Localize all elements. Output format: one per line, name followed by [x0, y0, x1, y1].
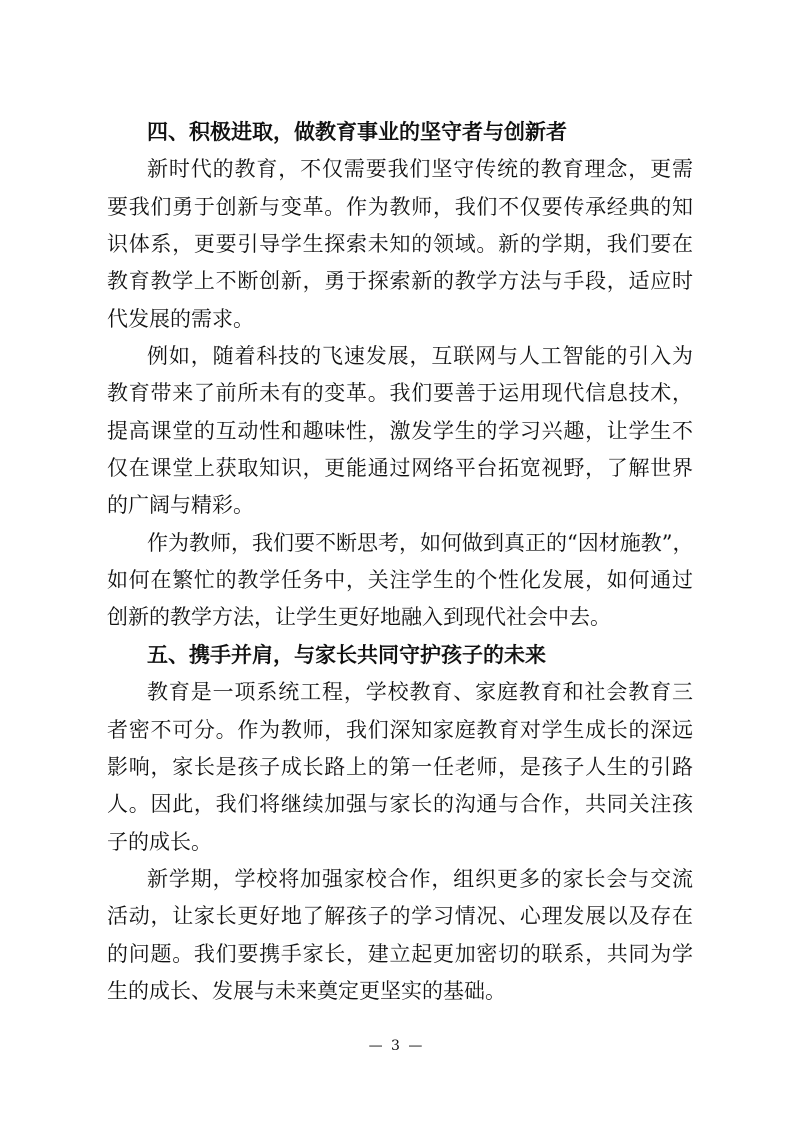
paragraph-line: 者密不可分。作为教师，我们深知家庭教育对学生成长的深远: [107, 717, 693, 742]
paragraph-line: 代发展的需求。: [107, 306, 254, 331]
paragraph-line: 教育带来了前所未有的变革。我们要善于运用现代信息技术，: [107, 381, 693, 406]
paragraph-line: 人。因此，我们将继续加强与家长的沟通与合作，共同关注孩: [107, 792, 693, 817]
paragraph-line: 提高课堂的互动性和趣味性，激发学生的学习兴趣，让学生不: [107, 418, 693, 443]
paragraph-line: 如何在繁忙的教学任务中，关注学生的个性化发展，如何通过: [107, 568, 693, 593]
paragraph-line: 的广阔与精彩。: [107, 493, 254, 518]
paragraph-line: 识体系，更要引导学生探索未知的领域。新的学期，我们要在: [107, 232, 693, 257]
heading-text: 四、积极进取，做教育事业的坚守者与创新者: [147, 120, 567, 144]
paragraph: [107, 674, 693, 861]
paragraph: [107, 861, 693, 1010]
heading-text: 五、携手并肩，与家长共同守护孩子的未来: [147, 642, 546, 667]
paragraph-line: 仅在课堂上获取知识，更能通过网络平台拓宽视野，了解世界: [107, 456, 693, 481]
paragraph: [107, 525, 693, 637]
paragraph-line: 新时代的教育，不仅需要我们坚守传统的教育理念，更需: [147, 157, 693, 182]
paragraph-line: 作为教师，我们要不断思考，如何做到真正的“因材施教”，: [147, 530, 694, 555]
section-heading: [107, 637, 693, 674]
paragraph-line: 影响，家长是孩子成长路上的第一任老师，是孩子人生的引路: [107, 754, 693, 779]
paragraph-line: 新学期，学校将加强家校合作，组织更多的家长会与交流: [147, 866, 693, 891]
paragraph: [107, 151, 693, 338]
paragraph-line: 教育是一项系统工程，学校教育、家庭教育和社会教育三: [147, 680, 693, 705]
section-heading: [107, 114, 693, 151]
paragraph-line: 生的成长、发展与未来奠定更坚实的基础。: [107, 978, 506, 1003]
paragraph: [107, 338, 693, 525]
paragraph-line: 例如，随着科技的飞速发展，互联网与人工智能的引入为: [147, 344, 693, 369]
page-number: — 3 —: [368, 1038, 425, 1054]
paragraph-line: 教育教学上不断创新，勇于探索新的教学方法与手段，适应时: [107, 269, 693, 294]
paragraph-line: 要我们勇于创新与变革。作为教师，我们不仅要传承经典的知: [107, 194, 693, 219]
paragraph-line: 子的成长。: [107, 829, 212, 854]
paragraph-line: 创新的教学方法，让学生更好地融入到现代社会中去。: [107, 605, 611, 630]
document-body: [107, 114, 693, 1010]
paragraph-line: 活动，让家长更好地了解孩子的学习情况、心理发展以及存在: [107, 904, 693, 929]
paragraph-line: 的问题。我们要携手家长，建立起更加密切的联系，共同为学: [107, 941, 693, 966]
